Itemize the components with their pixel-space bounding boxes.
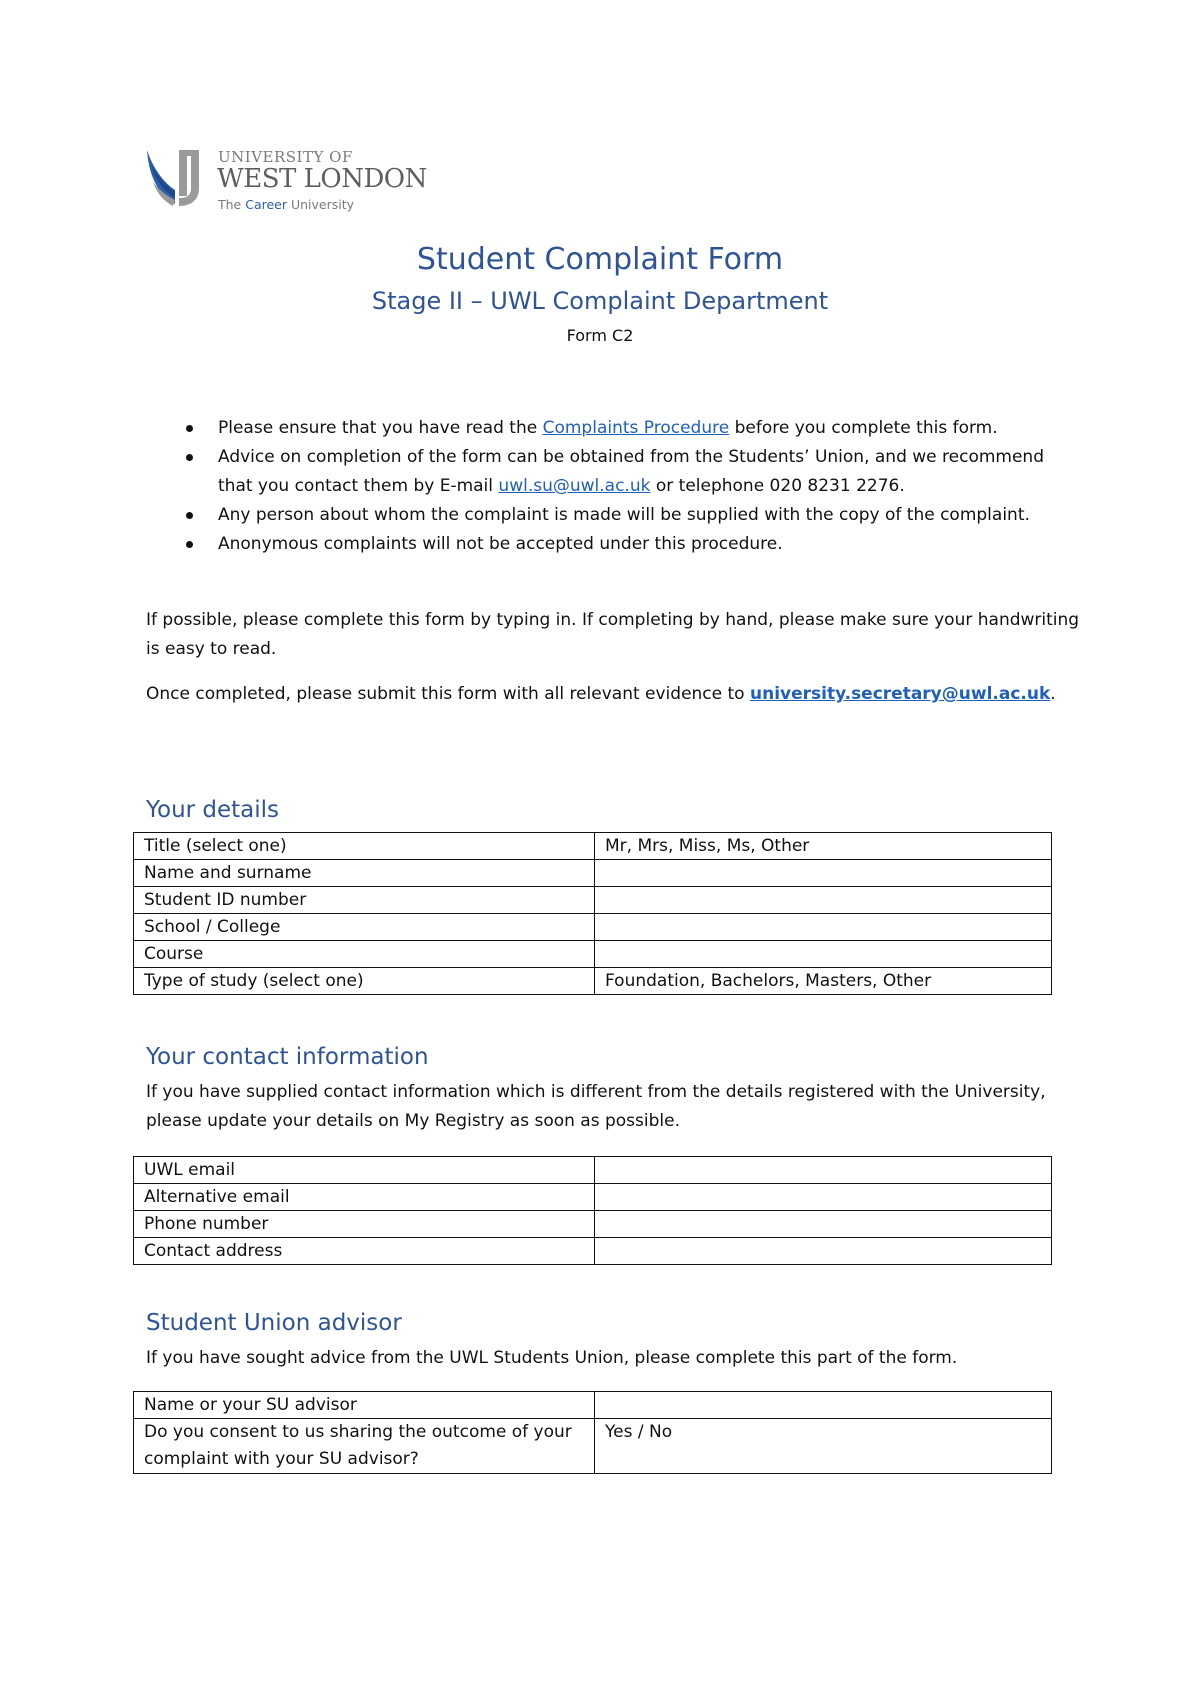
row-label: Name or your SU advisor xyxy=(134,1392,595,1419)
row-label: Alternative email xyxy=(134,1184,595,1211)
your-details-heading: Your details xyxy=(146,797,280,823)
contact-info-description: If you have supplied contact information which is different from the details registered with the University, please update your details on My Registry as soon as possible. xyxy=(146,1082,1046,1131)
list-item xyxy=(178,443,1078,501)
row-label: School / College xyxy=(134,914,595,941)
submit-instruction xyxy=(146,680,1086,709)
su-email-link[interactable]: uwl.su@uwl.ac.uk xyxy=(498,476,651,496)
table-row xyxy=(134,1238,1052,1265)
complaints-procedure-link[interactable]: Complaints Procedure xyxy=(542,418,730,438)
su-advisor-name-field[interactable] xyxy=(595,1392,1052,1419)
uwl-email-field[interactable] xyxy=(595,1157,1052,1184)
row-label: Contact address xyxy=(134,1238,595,1265)
school-field[interactable] xyxy=(595,914,1052,941)
submit-text: Once completed, please submit this form with all relevant evidence to xyxy=(146,684,750,704)
row-label: UWL email xyxy=(134,1157,595,1184)
table-row xyxy=(134,1419,1052,1474)
row-label: Type of study (select one) xyxy=(134,968,595,995)
list-item xyxy=(178,414,1078,443)
logo-text-west-london: WEST LONDON xyxy=(217,164,427,194)
name-field[interactable] xyxy=(595,860,1052,887)
logo-tagline-prefix: The xyxy=(218,197,246,212)
row-label: Phone number xyxy=(134,1211,595,1238)
bullet-text: Advice on completion of the form can be obtained from the Students’ Union, and we recommend that you contact them by E-mail xyxy=(218,447,1044,496)
table-row xyxy=(134,914,1052,941)
page-subtitle: Stage II – UWL Complaint Department xyxy=(371,287,829,315)
row-label: Do you consent to us sharing the outcome of your complaint with your SU advisor? xyxy=(134,1419,595,1474)
logo-tagline-career: Career xyxy=(245,197,288,212)
university-logo xyxy=(145,146,455,216)
list-item: Anonymous complaints will not be accepted under this procedure. xyxy=(178,530,1078,559)
row-label: Title (select one) xyxy=(134,833,595,860)
table-row xyxy=(134,860,1052,887)
su-advisor-heading: Student Union advisor xyxy=(146,1310,402,1336)
instruction-list xyxy=(178,414,1078,559)
bullet-text: before you complete this form. xyxy=(729,418,998,438)
title-field[interactable]: Mr, Mrs, Miss, Ms, Other xyxy=(595,833,1052,860)
table-row xyxy=(134,941,1052,968)
your-details-table xyxy=(133,832,1052,995)
table-row xyxy=(134,833,1052,860)
consent-field[interactable]: Yes / No xyxy=(595,1419,1052,1474)
logo-tagline-suffix: University xyxy=(287,197,355,212)
row-label: Course xyxy=(134,941,595,968)
table-row xyxy=(134,1211,1052,1238)
row-label: Student ID number xyxy=(134,887,595,914)
su-advisor-description: If you have sought advice from the UWL Students Union, please complete this part of the form. xyxy=(146,1348,958,1368)
table-row xyxy=(134,1392,1052,1419)
typing-instruction: If possible, please complete this form by typing in. If completing by hand, please make sure your handwriting is easy to read. xyxy=(146,610,1080,659)
student-id-field[interactable] xyxy=(595,887,1052,914)
contact-info-heading: Your contact information xyxy=(146,1044,429,1070)
bullet-text: or telephone 020 8231 2276. xyxy=(650,476,905,496)
course-field[interactable] xyxy=(595,941,1052,968)
list-item: Any person about whom the complaint is made will be supplied with the copy of the complaint. xyxy=(178,501,1078,530)
bullet-text: Please ensure that you have read the xyxy=(218,418,543,438)
form-code: Form C2 xyxy=(566,326,634,345)
uwl-emblem-icon xyxy=(145,146,209,208)
row-label: Name and surname xyxy=(134,860,595,887)
table-row xyxy=(134,887,1052,914)
secretary-email-link[interactable]: university.secretary@uwl.ac.uk xyxy=(749,684,1051,704)
table-row xyxy=(134,968,1052,995)
alt-email-field[interactable] xyxy=(595,1184,1052,1211)
address-field[interactable] xyxy=(595,1238,1052,1265)
contact-info-table xyxy=(133,1156,1052,1265)
phone-field[interactable] xyxy=(595,1211,1052,1238)
table-row xyxy=(134,1157,1052,1184)
table-row xyxy=(134,1184,1052,1211)
page-title: Student Complaint Form xyxy=(416,242,784,277)
study-type-field[interactable]: Foundation, Bachelors, Masters, Other xyxy=(595,968,1052,995)
submit-text-end: . xyxy=(1050,684,1056,704)
logo-text-university-of: UNIVERSITY OF xyxy=(218,148,353,166)
su-advisor-table xyxy=(133,1391,1052,1474)
logo-tagline xyxy=(218,197,354,212)
